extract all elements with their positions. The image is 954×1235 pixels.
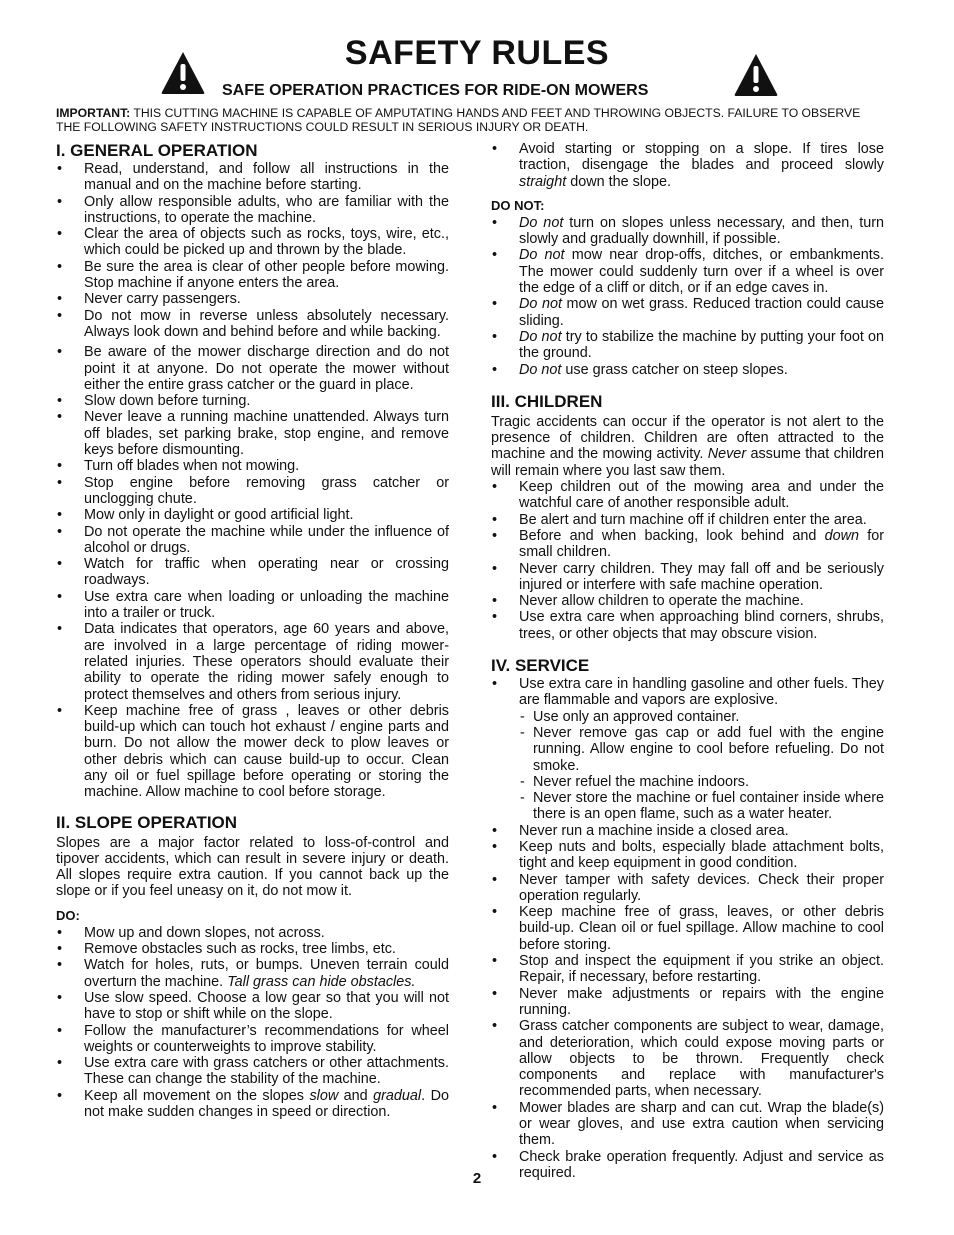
list-item bbox=[491, 362, 884, 378]
list-item-text: Keep all movement on the slopes bbox=[84, 1087, 310, 1104]
list-item: • Never carry passengers. bbox=[56, 291, 449, 307]
sub-list-item: - Never store the machine or fuel container inside where there is an open flame, such as a water heater. bbox=[491, 790, 884, 823]
list-item: • Watch for traffic when operating near or crossing roadways. bbox=[56, 556, 449, 589]
list-item: • Never run a machine inside a closed area. bbox=[491, 823, 884, 839]
intro-text: Tragic accidents can occur if the operator is not alert to the presence of children. Children are often attracted to the machine and the mowing activity. bbox=[491, 413, 884, 463]
list-item bbox=[491, 676, 884, 709]
list-item bbox=[491, 528, 884, 561]
list-item bbox=[491, 215, 884, 248]
important-notice bbox=[56, 106, 886, 134]
sub-list-item: - Use only an approved container. bbox=[491, 709, 884, 725]
list-item-text: Avoid starting or stopping on a slope. If tires lose traction, disengage the blades and proceed slowly bbox=[519, 141, 884, 174]
list-item-text: Watch for holes, ruts, or bumps. Uneven terrain could overturn the machine. bbox=[84, 957, 449, 990]
children-intro bbox=[491, 414, 884, 479]
list-item-emphasis: Do not bbox=[519, 328, 562, 345]
list-item: • Never leave a running machine unattended. Always turn off blades, set parking brake, stop engine, and remove keys before dismounting. bbox=[56, 409, 449, 458]
list-item: • Never allow children to operate the machine. bbox=[491, 593, 884, 609]
list-item: • Data indicates that operators, age 60 years and above, are involved in a large percentage of riding mower-related injuries. These operators should evaluate their ability to operate the riding mower safely enough to protect themselves and others from serious injury. bbox=[56, 621, 449, 702]
list-item-text: mow near drop-offs, ditches, or embankments. The mower could suddenly turn over if a wheel is over the edge of a cliff or ditch, or if an edge caves in. bbox=[519, 247, 884, 297]
list-item: • Turn off blades when not mowing. bbox=[56, 458, 449, 474]
list-item-emphasis: Do not bbox=[519, 296, 562, 313]
list-item: • Never make adjustments or repairs with the engine running. bbox=[491, 986, 884, 1019]
list-item bbox=[56, 957, 449, 990]
do-not-label: DO NOT: bbox=[491, 197, 545, 213]
section-heading-slope: II. SLOPE OPERATION bbox=[56, 812, 238, 832]
do-list bbox=[56, 925, 449, 1121]
list-item bbox=[491, 141, 884, 190]
list-item: • Use extra care when approaching blind corners, shrubs, trees, or other objects that may obscure vision. bbox=[491, 609, 884, 642]
list-item-text: . Do not make sudden changes in speed or direction. bbox=[84, 1087, 449, 1121]
list-item-text: use grass catcher on steep slopes. bbox=[561, 361, 788, 378]
list-item: • Be aware of the mower discharge direction and do not point it at anyone. Do not operate the mower without either the entire grass catcher or the guard in place. bbox=[56, 344, 449, 393]
list-item: • Mower blades are sharp and can cut. Wrap the blade(s) or wear gloves, and use extra caution when servicing them. bbox=[491, 1100, 884, 1149]
warning-triangle-icon bbox=[733, 52, 779, 98]
sub-list-item: - Never refuel the machine indoors. bbox=[491, 774, 884, 790]
list-item: • Never tamper with safety devices. Check their proper operation regularly. bbox=[491, 872, 884, 905]
sub-list-item: - Never remove gas cap or add fuel with the engine running. Allow engine to cool before refueling. Do not smoke. bbox=[491, 725, 884, 774]
list-item: • Never carry children. They may fall off and be seriously injured or interfere with safe machine operation. bbox=[491, 561, 884, 594]
list-item-text: mow on wet grass. Reduced traction could cause sliding. bbox=[519, 296, 884, 329]
service-sublist bbox=[491, 709, 884, 823]
list-item-text: turn on slopes unless necessary, and then, turn slowly and gradually downhill, if possible. bbox=[519, 214, 884, 248]
list-item: • Use extra care when loading or unloading the machine into a trailer or truck. bbox=[56, 589, 449, 622]
list-item: • Keep machine free of grass, leaves, or other debris build-up. Clean oil or fuel spillage. Allow machine to cool before storing. bbox=[491, 904, 884, 953]
list-item-text: Before and when backing, look behind and bbox=[519, 527, 825, 544]
list-item: • Keep children out of the mowing area and under the watchful care of another responsible adult. bbox=[491, 479, 884, 512]
section-heading-children: III. CHILDREN bbox=[491, 391, 603, 411]
do-label: DO: bbox=[56, 907, 80, 923]
list-item bbox=[56, 1088, 449, 1121]
page-title: SAFETY RULES bbox=[344, 34, 610, 72]
important-text: THIS CUTTING MACHINE IS CAPABLE OF AMPUTATING HANDS AND FEET AND THROWING OBJECTS. FAILURE TO OBSERVE THE FOLLOWING SAFETY INSTRUCTIONS COULD RESULT IN SERIOUS INJURY OR DEATH. bbox=[56, 106, 861, 134]
intro-emphasis: Never bbox=[707, 446, 747, 463]
list-item-emphasis: slow bbox=[309, 1087, 339, 1104]
do-not-list bbox=[491, 215, 884, 378]
section-heading-general: I. GENERAL OPERATION bbox=[56, 141, 258, 160]
list-item-text: for small children. bbox=[519, 527, 884, 561]
list-item: • Keep nuts and bolts, especially blade attachment bolts, tight and keep equipment in good condition. bbox=[491, 839, 884, 872]
list-item-emphasis: gradual bbox=[373, 1087, 422, 1104]
list-item: • Stop engine before removing grass catcher or unclogging chute. bbox=[56, 475, 449, 508]
right-column bbox=[491, 141, 884, 1181]
service-list-continued bbox=[491, 823, 884, 1182]
do-list-continued bbox=[491, 141, 884, 190]
list-item: • Be alert and turn machine off if children enter the area. bbox=[491, 512, 884, 528]
list-item-emphasis: Do not bbox=[519, 214, 564, 231]
list-item: • Do not operate the machine while under the influence of alcohol or drugs. bbox=[56, 524, 449, 557]
slope-intro: Slopes are a major factor related to loss-of-control and tipover accidents, which can result in severe injury or death. All slopes require extra caution. If you cannot back up the slope or if you feel uneasy on it, do not mow it. bbox=[56, 834, 449, 900]
left-column bbox=[56, 141, 449, 1120]
list-item: • Clear the area of objects such as rocks, toys, wire, etc., which could be picked up and thrown by the blade. bbox=[56, 226, 449, 259]
important-label: IMPORTANT: bbox=[56, 106, 131, 120]
list-item: • Remove obstacles such as rocks, tree limbs, etc. bbox=[56, 941, 449, 957]
list-item-emphasis: Tall grass can hide obstacles. bbox=[227, 973, 416, 990]
service-list bbox=[491, 676, 884, 709]
list-item-text: try to stabilize the machine by putting your foot on the ground. bbox=[519, 328, 884, 362]
list-item: • Be sure the area is clear of other people before mowing. Stop machine if anyone enters the area. bbox=[56, 259, 449, 292]
list-item: • Mow up and down slopes, not across. bbox=[56, 925, 449, 941]
section-heading-service: IV. SERVICE bbox=[491, 656, 590, 676]
list-item: • Mow only in daylight or good artificial light. bbox=[56, 507, 449, 523]
list-item-text: down the slope. bbox=[566, 173, 672, 190]
list-item: • Stop and inspect the equipment if you strike an object. Repair, if necessary, before restarting. bbox=[491, 953, 884, 986]
list-item: • Read, understand, and follow all instructions in the manual and on the machine before starting. bbox=[56, 161, 449, 194]
list-item-emphasis: down bbox=[824, 527, 859, 544]
list-item: • Keep machine free of grass , leaves or other debris build-up which can touch hot exhaust / engine parts and burn. Do not allow the mower deck to plow leaves or other debris which can cause build-up to occur. Clean any oil or fuel spillage before operating or storing the machine. Allow machine to cool before storage. bbox=[56, 703, 449, 801]
list-item bbox=[491, 329, 884, 362]
list-item bbox=[491, 247, 884, 296]
list-item-emphasis: Do not bbox=[519, 361, 562, 378]
page-number: 2 bbox=[472, 1170, 482, 1187]
list-item: • Use extra care with grass catchers or other attachments. These can change the stability of the machine. bbox=[56, 1055, 449, 1088]
list-item: • Slow down before turning. bbox=[56, 393, 449, 409]
list-item: • Use slow speed. Choose a low gear so that you will not have to stop or shift while on the slope. bbox=[56, 990, 449, 1023]
warning-triangle-icon bbox=[160, 50, 206, 96]
list-item: • Follow the manufacturer’s recommendations for wheel weights or counterweights to improve stability. bbox=[56, 1023, 449, 1056]
list-item: • Check brake operation frequently. Adjust and service as required. bbox=[491, 1149, 884, 1182]
list-item-text: and bbox=[338, 1087, 374, 1104]
list-item-text: Use extra care in handling gasoline and other fuels. They are flammable and vapors are explosive. bbox=[519, 676, 884, 709]
page-subtitle: SAFE OPERATION PRACTICES FOR RIDE-ON MOWERS bbox=[222, 82, 649, 99]
children-list bbox=[491, 479, 884, 642]
list-item bbox=[491, 296, 884, 329]
intro-text: assume that children will remain where you last saw them. bbox=[491, 446, 884, 479]
list-item-emphasis: straight bbox=[519, 173, 567, 190]
list-item-emphasis: Do not bbox=[519, 247, 565, 264]
list-item: • Do not mow in reverse unless absolutely necessary. Always look down and behind before and while backing. bbox=[56, 308, 449, 341]
general-list bbox=[56, 161, 449, 801]
list-item: • Grass catcher components are subject to wear, damage, and deterioration, which could expose moving parts or allow objects to be thrown. Frequently check components and replace with manufacturer's recommended parts, when necessary. bbox=[491, 1018, 884, 1099]
list-item: • Only allow responsible adults, who are familiar with the instructions, to operate the machine. bbox=[56, 194, 449, 227]
